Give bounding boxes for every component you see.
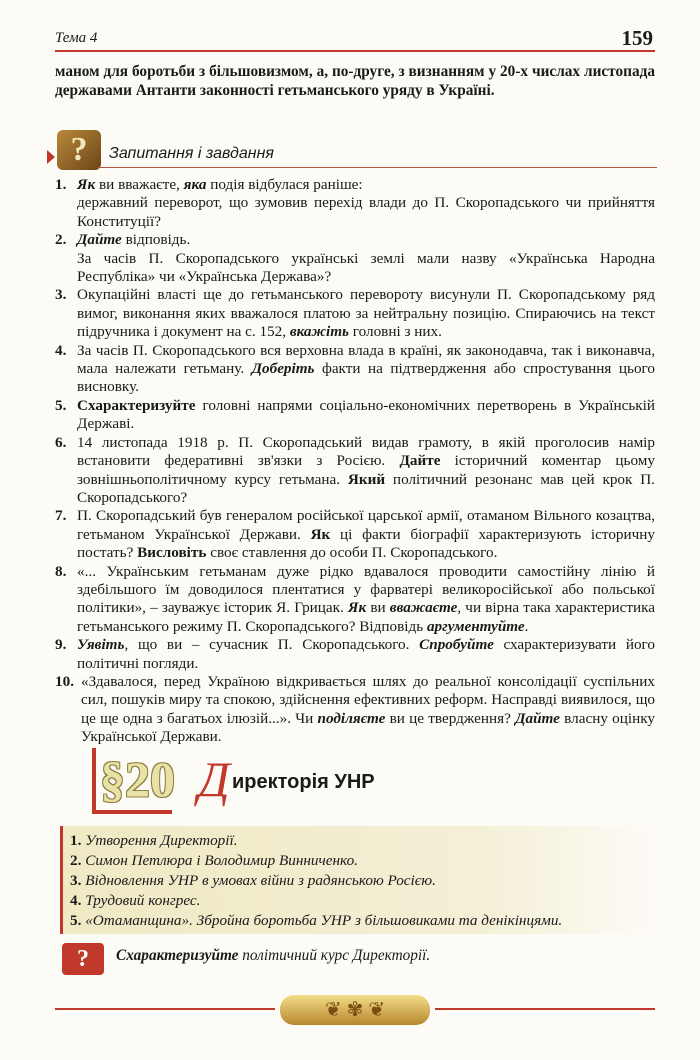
footer-line-left bbox=[55, 1008, 275, 1010]
question-number: 10. bbox=[55, 672, 74, 690]
question-text: Окупаційні власті ще до гетьманського перевороту висунули П. Скоропадському ряд вимог, виконання яких вважалося платою за нейтральну позицію. Спираючись на текст підручника і документ на с. 152, bbox=[77, 286, 655, 341]
question-text: факти на підтвердження або спростування цього висновку. bbox=[77, 360, 655, 396]
question-text: , що ви – сучасник П. Скоропадського. bbox=[124, 636, 420, 654]
lesson-plan bbox=[60, 826, 656, 934]
footer-line-right bbox=[435, 1008, 655, 1010]
plan-text: Утворення Директорії. bbox=[85, 832, 238, 849]
question-number: 5. bbox=[55, 396, 67, 414]
question-keyword: Який bbox=[347, 470, 386, 488]
plan-item bbox=[70, 871, 656, 891]
question-keyword: вкажіть bbox=[289, 323, 349, 341]
question-text: «Здавалося, перед Україною відкривається шлях до реальної консолідації суспільних сил, пошуків миру та спокою, здійснення ефективних реформ. Насправді виявилося, що це ще одна з багатьох ілюзій...». Чи bbox=[81, 672, 655, 727]
question-text: державний переворот, що зумовив перехід влади до П. Скоропадського чи прийняття Конституції? bbox=[77, 194, 655, 230]
question-text: подія відбулася раніше: bbox=[206, 176, 363, 193]
questions-underline bbox=[97, 167, 657, 168]
question-keyword: поділяєте bbox=[317, 709, 386, 727]
question-text: За часів П. Скоропадського вся верховна влада в країні, як законодавча, так і виконавча, мала належати гетьману. bbox=[77, 341, 655, 378]
question-keyword: Доберіть bbox=[251, 360, 315, 378]
question-keyword: Як bbox=[348, 599, 367, 617]
heading-bracket bbox=[92, 748, 96, 814]
question-number: 9. bbox=[55, 636, 67, 654]
question-item bbox=[55, 636, 655, 673]
plan-number: 2. bbox=[70, 852, 86, 869]
question-number: 7. bbox=[55, 507, 67, 525]
plan-list bbox=[60, 826, 656, 931]
question-number: 1. bbox=[55, 176, 67, 193]
questions-list bbox=[55, 176, 655, 747]
question-text: «... Українським гетьманам дуже рідко вдавалося проводити самостійну лінію й здебільшого їм доводилося плентатися у фарватері великоросійської або польської політики», – зауважує історик Я. Грицак. bbox=[77, 562, 655, 617]
task-rest: політичний курс Директорії. bbox=[238, 947, 431, 964]
question-keyword: Як bbox=[310, 525, 331, 543]
question-keyword: Дайте bbox=[515, 709, 560, 727]
page-header bbox=[55, 26, 655, 54]
paragraph-title: иректорія УНР bbox=[232, 771, 375, 793]
plan-bar bbox=[60, 826, 63, 934]
question-item bbox=[55, 507, 655, 562]
paragraph-heading bbox=[92, 748, 422, 816]
question-keyword: вважаєте bbox=[389, 599, 458, 617]
question-text: ці факти біографії характеризують історичну постать? bbox=[77, 525, 656, 562]
topic-label: Тема 4 bbox=[55, 30, 98, 46]
paragraph-number: §20 bbox=[100, 751, 175, 807]
question-number: 6. bbox=[55, 433, 67, 451]
question-item bbox=[55, 231, 655, 286]
plan-text: Трудовий конгрес. bbox=[85, 892, 201, 909]
question-text: . bbox=[524, 617, 529, 635]
question-text: схарактеризувати його політичні погляди. bbox=[77, 636, 655, 672]
question-text: 14 листопада 1918 р. П. Скоропадський видав грамоту, в якій проголосив намір встановити федеративні зв'язки з Росією. bbox=[77, 433, 655, 470]
plan-item bbox=[70, 891, 656, 911]
question-item bbox=[55, 286, 655, 341]
question-item bbox=[55, 397, 655, 434]
question-text: П. Скоропадський був генералом російської царської армії, отаманом Вільного козацтва, гетьманом Української Держави. bbox=[77, 507, 655, 543]
task-text bbox=[116, 947, 430, 965]
plan-number: 1. bbox=[70, 832, 86, 849]
plan-text: Симон Петлюра і Володимир Винниченко. bbox=[85, 852, 358, 869]
question-text: ви вважаєте, bbox=[95, 176, 184, 193]
page-number: 159 bbox=[621, 26, 653, 50]
question-icon: ? bbox=[62, 943, 104, 975]
questions-title: Запитання і завдання bbox=[109, 145, 274, 162]
question-number: 2. bbox=[55, 231, 67, 249]
question-item bbox=[55, 434, 655, 508]
heading-bracket-base bbox=[92, 810, 172, 814]
question-keyword: Як bbox=[77, 176, 96, 193]
question-text: політичний резонанс мав цей крок П. Скоропадського? bbox=[77, 470, 655, 506]
question-keyword: Дайте bbox=[77, 231, 122, 249]
question-item bbox=[55, 563, 655, 637]
question-text: ви це твердження? bbox=[385, 709, 516, 727]
section-marker bbox=[47, 150, 55, 164]
question-item bbox=[55, 673, 655, 747]
question-keyword: аргументуйте bbox=[426, 617, 525, 635]
question-text: ви bbox=[366, 599, 390, 617]
plan-number: 4. bbox=[70, 892, 86, 909]
question-text: За часів П. Скоропадського українські землі мали назву «Українська Народна Республіка» чи «Українська Держава»? bbox=[77, 249, 655, 286]
intro-paragraph: маном для боротьби з більшовизмом, а, по-друге, з визнанням у 20-х числах листопада державами Антанти законності гетьманського уряду в Україні. bbox=[55, 63, 655, 99]
task-verb: Схарактеризуйте bbox=[116, 947, 239, 964]
page-footer bbox=[55, 995, 655, 1025]
question-keyword: яка bbox=[183, 176, 207, 193]
question-icon: ? bbox=[57, 130, 101, 170]
questions-header bbox=[47, 130, 657, 170]
header-divider bbox=[55, 50, 655, 52]
ornament-icon: ❦ ✾ ❦ bbox=[280, 995, 430, 1025]
question-number: 3. bbox=[55, 286, 67, 304]
question-text: головні з них. bbox=[348, 323, 442, 341]
question-text: своє ставлення до особи П. Скоропадського. bbox=[206, 544, 498, 562]
plan-number: 3. bbox=[70, 872, 86, 889]
plan-item bbox=[70, 831, 656, 851]
question-keyword: Дайте bbox=[399, 452, 441, 470]
question-text: , чи вірна така характеристика гетьманського режиму П. Скоропадського? Відповідь bbox=[77, 599, 655, 635]
plan-item bbox=[70, 851, 656, 871]
question-number: 4. bbox=[55, 341, 67, 359]
plan-number: 5. bbox=[70, 912, 86, 929]
question-text: історичний коментар цьому зовнішньополітичному курсу гетьмана. bbox=[77, 452, 655, 488]
plan-text: «Отаманщина». Збройна боротьба УНР з більшовиками та денікінцями. bbox=[85, 912, 563, 929]
plan-item bbox=[70, 911, 656, 931]
title-initial: Д bbox=[198, 751, 230, 807]
question-item bbox=[55, 342, 655, 397]
question-keyword: Уявіть bbox=[77, 636, 125, 654]
question-text: головні напрями соціально-економічних перетворень в Українській Державі. bbox=[77, 396, 655, 433]
question-keyword: Висловіть bbox=[137, 544, 207, 562]
question-keyword: Спробуйте bbox=[419, 636, 494, 654]
question-item bbox=[55, 176, 655, 231]
question-text: відповідь. bbox=[121, 231, 191, 249]
question-number: 8. bbox=[55, 562, 67, 580]
plan-text: Відновлення УНР в умовах війни з радянською Росією. bbox=[85, 872, 436, 889]
task-block bbox=[62, 943, 662, 975]
question-text: власну оцінку Української Держави. bbox=[81, 709, 655, 746]
question-keyword: Схарактеризуйте bbox=[77, 396, 196, 414]
